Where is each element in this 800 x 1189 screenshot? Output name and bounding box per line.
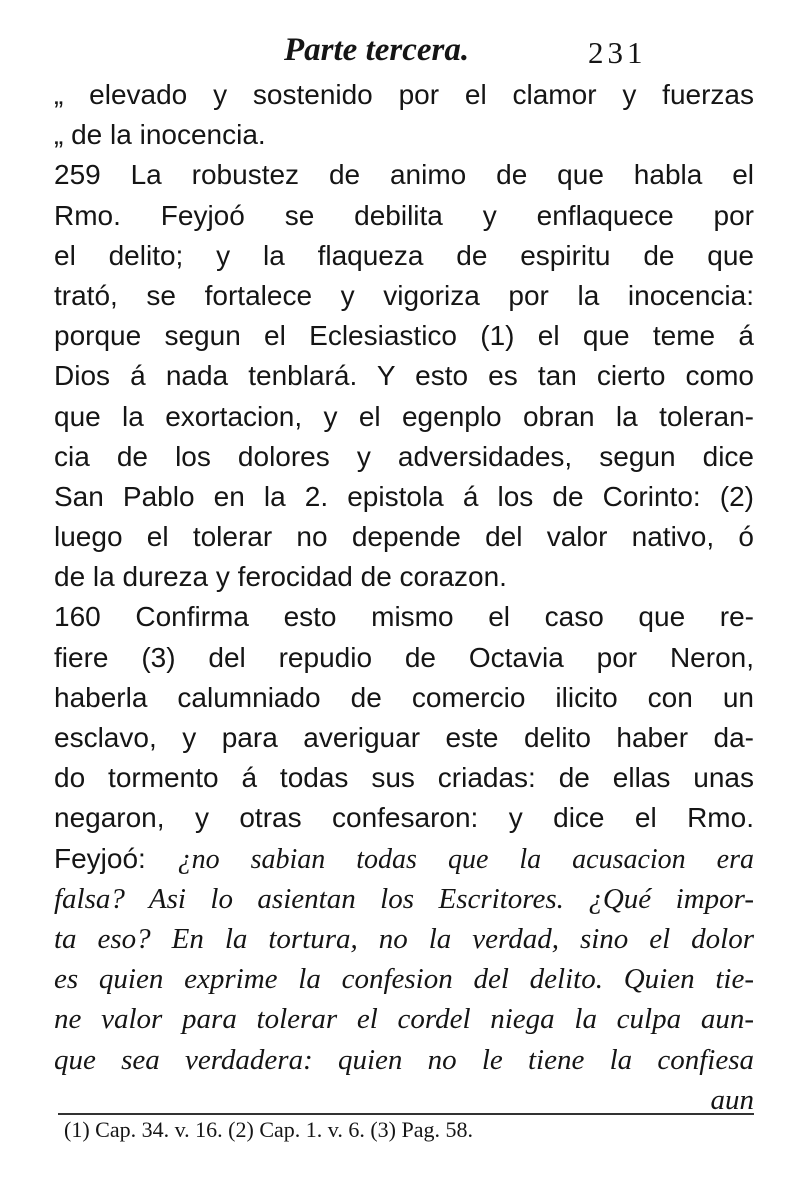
text-line: negaron, y otras confesaron: y dice el Rmo.	[54, 802, 754, 834]
text-line: esclavo, y para averiguar este delito haber da-	[54, 722, 754, 753]
text-line: falsa? Asi lo asientan los Escritores. ¿Qué impor-	[54, 882, 754, 915]
text-line: Rmo. Feyjoó se debilita y enflaquece por	[54, 199, 754, 231]
text-line: fiere (3) del repudio de Octavia por Neron,	[54, 641, 754, 673]
text-line: „ de la inocencia.	[54, 119, 266, 151]
text-line: San Pablo en la 2. epistola á los de Corinto: (2)	[54, 480, 754, 512]
page-header	[0, 32, 800, 76]
footnote-rule	[58, 1113, 754, 1115]
text-line: que sea verdadera: quien no le tiene la confiesa	[54, 1043, 754, 1076]
text-line: ne valor para tolerar el cordel niega la culpa aun-	[54, 1003, 754, 1036]
footnotes: (1) Cap. 34. v. 16. (2) Cap. 1. v. 6. (3) Pag. 58.	[64, 1117, 473, 1142]
text-line: trató, se fortalece y vigoriza por la inocencia:	[54, 279, 754, 311]
text-line: que la exortacion, y el egenplo obran la toleran-	[54, 400, 754, 432]
text-line: 160 Confirma esto mismo el caso que re-	[54, 601, 754, 633]
text-line: 259 La robustez de animo de que habla el	[54, 159, 754, 191]
page-number: 231	[588, 35, 647, 70]
text-line: cia de los dolores y adversidades, segun dice	[54, 440, 754, 472]
text-line: luego el tolerar no depende del valor nativo, ó	[54, 521, 754, 553]
body-text	[54, 75, 754, 1120]
text-line: el delito; y la flaqueza de espiritu de que	[54, 239, 754, 271]
text-line: es quien exprime la confesion del delito. Quien tie-	[54, 963, 754, 996]
text-line: Feyjoó: ¿no sabian todas que la acusacion era	[54, 842, 754, 875]
text-line: „ elevado y sostenido por el clamor y fuerzas	[54, 79, 754, 110]
text-line: de la dureza y ferocidad de corazon.	[54, 561, 507, 593]
text-line: do tormento á todas sus criadas: de ellas unas	[54, 762, 754, 794]
text-line: aun	[710, 1083, 754, 1116]
running-title: Parte tercera.	[284, 32, 470, 68]
text-line: haberla calumniado de comercio ilicito con un	[54, 681, 754, 713]
text-line: ta eso? En la tortura, no la verdad, sino el dolor	[54, 922, 754, 955]
text-line: porque segun el Eclesiastico (1) el que teme á	[54, 320, 754, 352]
text-line: Dios á nada tenblará. Y esto es tan cierto como	[54, 360, 754, 392]
